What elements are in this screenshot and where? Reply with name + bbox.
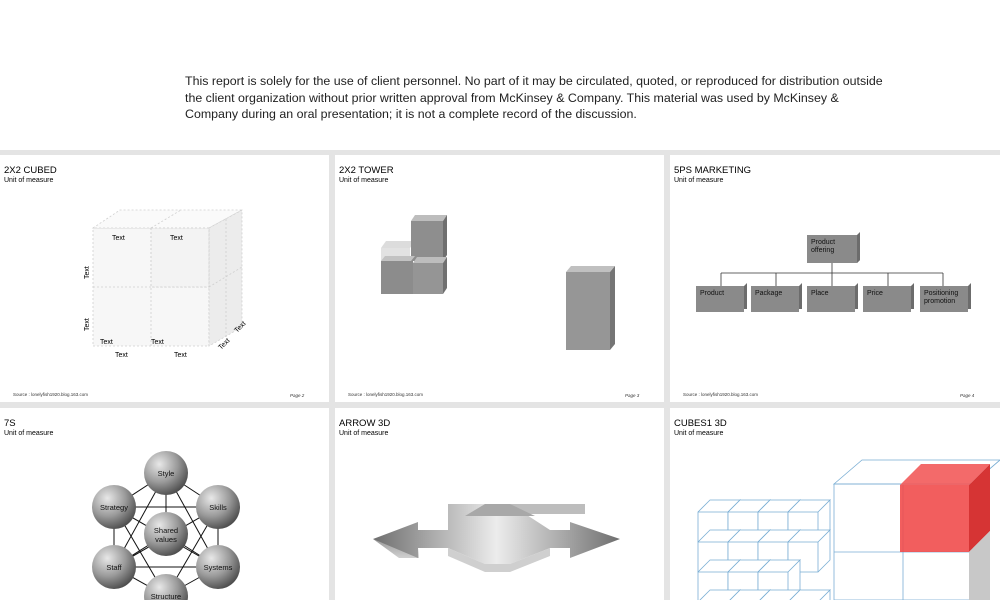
top-box-label: offering bbox=[811, 247, 835, 254]
tower-diagram bbox=[335, 155, 664, 402]
marketing-box-label: Product bbox=[700, 290, 725, 297]
sphere-label: Systems bbox=[203, 563, 233, 572]
sphere-label: Strategy bbox=[100, 503, 128, 512]
slide-page-number: Page 4 bbox=[960, 393, 975, 398]
axis-label: Text bbox=[174, 352, 187, 359]
sphere-label: Skills bbox=[209, 503, 227, 512]
slide-source: Source : lonelyfish1920.blog.163.com bbox=[348, 392, 424, 397]
sphere-label: Shared bbox=[153, 526, 179, 535]
slide-2x2-tower[interactable] bbox=[335, 155, 664, 402]
marketing-box-label: Package bbox=[755, 290, 783, 297]
slide-page-number: Page 3 bbox=[625, 393, 640, 398]
slide-5ps-marketing[interactable] bbox=[670, 155, 1000, 402]
slide-title: ARROW 3D bbox=[339, 418, 391, 429]
cell-label: Text bbox=[170, 235, 183, 242]
slide-arrow-3d[interactable] bbox=[335, 408, 664, 600]
slide-subtitle: Unit of measure bbox=[4, 430, 54, 437]
confidentiality-banner bbox=[0, 0, 1000, 150]
slide-subtitle: Unit of measure bbox=[339, 430, 389, 437]
slide-title: 7S bbox=[4, 418, 16, 429]
slide-subtitle: Unit of measure bbox=[4, 177, 54, 184]
slide-source: Source : lonelyfish1920.blog.163.com bbox=[13, 392, 89, 397]
slide-subtitle: Unit of measure bbox=[339, 177, 389, 184]
marketing-box-label: Positioning bbox=[924, 290, 959, 297]
highlight-cube bbox=[900, 485, 969, 552]
cube-grid-diagram bbox=[0, 155, 329, 402]
marketing-box-label: Place bbox=[811, 290, 829, 297]
confidentiality-notice: This report is solely for the use of client personnel. No part of it may be circulated, quoted, or reproduced for distribution outside the client organization without prior written approval from McKinsey & Company. This material was used by McKinsey & Company during an oral presentation; it is not a complete record of the discussion. bbox=[185, 74, 883, 121]
sphere-label: Style bbox=[157, 469, 175, 478]
slide-subtitle: Unit of measure bbox=[674, 177, 724, 184]
slide-title: 2X2 TOWER bbox=[339, 165, 394, 176]
sphere-label: Staff bbox=[106, 563, 122, 572]
slide-7s[interactable] bbox=[0, 408, 329, 600]
sphere-label: Structure bbox=[150, 592, 182, 600]
top-box-label: Product bbox=[811, 239, 836, 246]
axis-label: Text bbox=[84, 318, 91, 331]
org-chart bbox=[670, 155, 1000, 402]
slide-subtitle: Unit of measure bbox=[674, 430, 724, 437]
cell-label: Text bbox=[151, 339, 164, 346]
slide-title: 5PS MARKETING bbox=[674, 165, 752, 176]
axis-label: Text bbox=[115, 352, 128, 359]
sphere-label: values bbox=[155, 535, 177, 544]
cell-label: Text bbox=[100, 339, 113, 346]
cell-label: Text bbox=[112, 235, 125, 242]
marketing-box-label: Price bbox=[867, 290, 883, 297]
slide-title: CUBES1 3D bbox=[674, 418, 727, 429]
slide-title: 2X2 CUBED bbox=[4, 165, 57, 176]
depth-label: Text bbox=[233, 320, 248, 335]
marketing-box-label: promotion bbox=[924, 298, 956, 305]
axis-label: Text bbox=[84, 266, 91, 279]
slide-cubes1-3d[interactable] bbox=[670, 408, 1000, 600]
slide-page-number: Page 2 bbox=[290, 393, 305, 398]
slide-source: Source : lonelyfish1920.blog.163.com bbox=[683, 392, 759, 397]
depth-label: Text bbox=[217, 337, 232, 352]
slide-2x2-cubed[interactable] bbox=[0, 155, 329, 402]
